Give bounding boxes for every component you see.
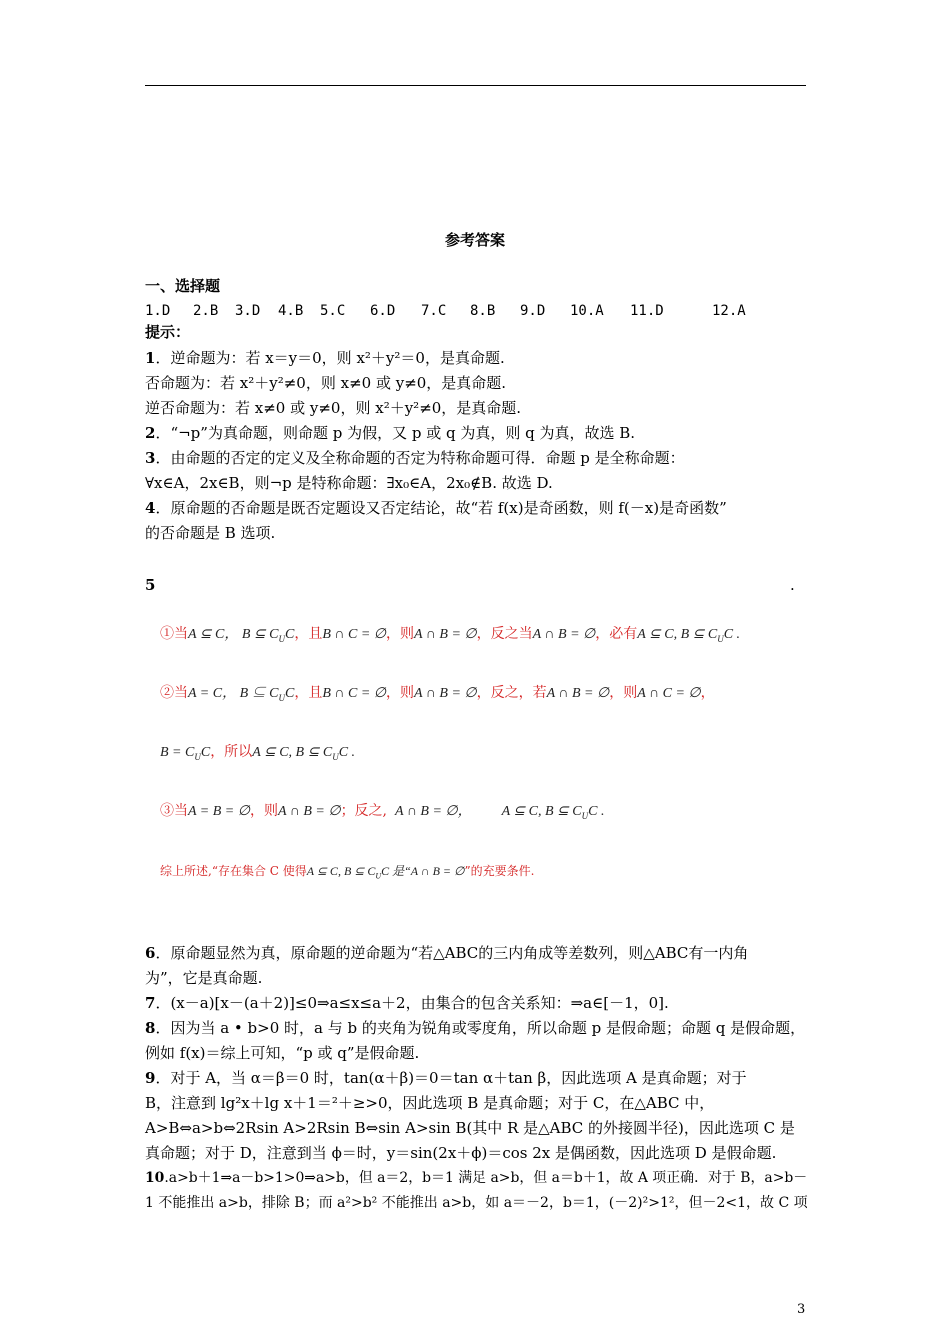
hint-number: 10 <box>145 1170 165 1186</box>
hint-4-line-1 <box>145 498 727 518</box>
hint-number: 9 <box>145 1069 156 1087</box>
hint-9-line-4: 真命题；对于 D，注意到当 ϕ＝时，y＝sin(2x＋ϕ)＝cos 2x 是偶函数，因此选项 D 是假命题. <box>145 1144 777 1162</box>
answer-item: 7.C <box>421 303 447 319</box>
section-heading: 一、选择题 <box>145 277 221 295</box>
hint-text: ．对于 A，当 α＝β＝0 时，tan(α＋β)＝0＝tan α＋tan β，因此选项 A 是真命题；对于 <box>155 1069 747 1087</box>
hint-9-line-1 <box>145 1068 747 1088</box>
hint-5-dot: . <box>790 576 795 594</box>
hint-number: 6 <box>145 944 156 962</box>
header-rule <box>145 85 806 86</box>
hint-9-line-2: B，注意到 lg²x＋lg x＋1＝²＋≥>0，因此选项 B 是真命题；对于 C，在△ABC 中， <box>145 1094 715 1112</box>
hint-3-line-2: ∀x∈A，2x∈B，则¬p 是特称命题：∃x₀∈A，2x₀∉B. 故选 D. <box>145 474 553 492</box>
hint-8-line-1 <box>145 1018 805 1038</box>
hint-9-line-3: A>B⇔a>b⇔2Rsin A>2Rsin B⇔sin A>sin B(其中 R 是△ABC 的外接圆半径)，因此选项 C 是 <box>145 1119 795 1137</box>
hint-number: 7 <box>145 994 156 1012</box>
hint-4-line-2: 的否命题是 B 选项. <box>145 524 276 542</box>
hint-10-line-2: 1 不能推出 a>b，排除 B；而 a²>b² 不能推出 a>b，如 a＝－2，b＝1，(－2)²>1²，但－2<1，故 C 项 <box>145 1195 808 1211</box>
answer-item: 10.A <box>570 303 604 319</box>
answer-item: 5.C <box>320 303 346 319</box>
hint-text: ．因为当 a • b>0 时，a 与 b 的夹角为锐角或零度角，所以命题 p 是假命题；命题 q 是假命题， <box>155 1019 806 1037</box>
answer-item: 8.B <box>470 303 496 319</box>
answer-item: 9.D <box>520 303 546 319</box>
hint-6-line-2: 为”，它是真命题. <box>145 969 263 987</box>
hint-5-conclusion: 综上所述,“存在集合 C 使得A ⊆ C, B ⊆ $C_UC$ 是“A ∩ B = ∅”的充要条件. <box>160 864 535 881</box>
hint-6-line-1 <box>145 943 748 963</box>
answer-item: 3.D <box>235 303 261 319</box>
hint-number: 1 <box>145 349 156 367</box>
hint-5-case-2: ②当A = C， B ⊆ $C_UC$，且B ∩ C = ∅，则A ∩ B = ∅，反之，若A ∩ B = ∅，则A ∩ C = ∅， <box>160 685 715 703</box>
answer-item: 11.D <box>630 303 664 319</box>
hint-text: ．原命题显然为真，原命题的逆命题为“若△ABC的三内角成等差数列，则△ABC有一内角 <box>155 944 749 962</box>
hint-5-number: 5 <box>145 576 156 594</box>
hint-number: 3 <box>145 449 156 467</box>
hint-5-case-3: ③当A = B = ∅，则A ∩ B = ∅；反之, A ∩ B = ∅， A ⊆ C, B ⊆ $C_UC$ . <box>160 803 605 821</box>
page-title: 参考答案 <box>444 231 505 249</box>
answer-item: 1.D <box>145 303 171 319</box>
hint-1-line-2: 否命题为：若 x²＋y²≠0，则 x≠0 或 y≠0，是真命题. <box>145 374 507 392</box>
answer-item: 6.D <box>370 303 396 319</box>
hint-text: ．“¬p”为真命题，则命题 p 为假，又 p 或 q 为真，则 q 为真，故选 B. <box>155 424 636 442</box>
answer-item: 2.B <box>193 303 219 319</box>
hint-5-case-1: ①当A ⊆ C， B ⊆ $C_UC$，且B ∩ C = ∅，则A ∩ B = ∅，反之当A ∩ B = ∅，必有A ⊆ C, B ⊆ $C_UC$ . <box>160 626 741 644</box>
hint-number: 8 <box>145 1019 156 1037</box>
hint-text: ．逆命题为：若 x＝y＝0，则 x²＋y²＝0，是真命题. <box>155 349 505 367</box>
hint-10-line-1 <box>145 1168 807 1188</box>
hint-text: .a>b＋1⇒a－b>1>0⇒a>b，但 a＝2，b＝1 满足 a>b，但 a＝b＋1，故 A 项正确．对于 B，a>b－ <box>164 1170 808 1186</box>
hint-2 <box>145 423 635 443</box>
page-number: 3 <box>797 1302 806 1317</box>
hint-number: 2 <box>145 424 156 442</box>
hint-text: ．原命题的否命题是既否定题设又否定结论，故“若 f(x)是奇函数，则 f(－x)是奇函数” <box>155 499 727 517</box>
hint-1-line-1 <box>145 348 505 368</box>
hint-text: ．由命题的否定的定义及全称命题的否定为特称命题可得．命题 p 是全称命题： <box>155 449 685 467</box>
hint-5-case-2-cont: $B = C_UC$，所以A ⊆ C, B ⊆ $C_UC$ . <box>160 744 356 762</box>
hint-8-line-2: 例如 f(x)＝综上可知，“p 或 q”是假命题. <box>145 1044 420 1062</box>
answer-item: 4.B <box>278 303 304 319</box>
answer-item: 12.A <box>712 303 746 319</box>
hint-1-line-3: 逆否命题为：若 x≠0 或 y≠0，则 x²＋y²≠0，是真命题. <box>145 399 522 417</box>
hints-label: 提示： <box>145 323 191 341</box>
hint-number: 4 <box>145 499 156 517</box>
hint-text: ．(x－a)[x－(a＋2)]≤0⇒a≤x≤a＋2，由集合的包含关系知：⇒a∈[－1，0]. <box>155 994 669 1012</box>
hint-7 <box>145 993 669 1013</box>
hint-3-line-1 <box>145 448 685 468</box>
